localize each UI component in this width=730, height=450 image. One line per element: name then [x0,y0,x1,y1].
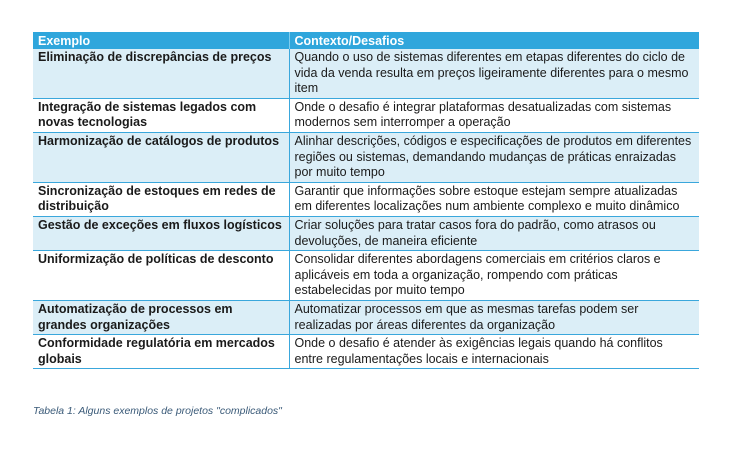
table-body [33,49,699,369]
context-cell: Automatizar processos em que as mesmas tarefas podem ser realizadas por áreas diferentes da organização [289,300,699,334]
examples-table-wrapper [33,32,699,369]
table-caption: Tabela 1: Alguns exemplos de projetos "complicados" [33,405,282,417]
header-example: Exemplo [33,32,289,49]
table-row [33,49,699,98]
table-row [33,335,699,369]
table-row [33,216,699,250]
context-cell: Garantir que informações sobre estoque estejam sempre atualizadas em diferentes localizações num ambiente complexo e muito dinâmico [289,182,699,216]
table-row [33,300,699,334]
example-cell: Harmonização de catálogos de produtos [33,132,289,182]
example-cell: Automatização de processos em grandes organizações [33,300,289,334]
example-cell: Integração de sistemas legados com novas tecnologias [33,98,289,132]
context-cell: Quando o uso de sistemas diferentes em etapas diferentes do ciclo de vida da venda resulta em preços ligeiramente diferentes para o mesmo item [289,49,699,98]
example-cell: Eliminação de discrepâncias de preços [33,49,289,98]
table-header-row [33,32,699,49]
example-cell: Uniformização de políticas de desconto [33,251,289,301]
context-cell: Onde o desafio é atender às exigências legais quando há conflitos entre regulamentações locais e internacionais [289,335,699,369]
header-context: Contexto/Desafios [289,32,699,49]
context-cell: Onde o desafio é integrar plataformas desatualizadas com sistemas modernos sem interromper a operação [289,98,699,132]
examples-table [33,32,699,369]
context-cell: Consolidar diferentes abordagens comerciais em critérios claros e aplicáveis em toda a organização, rompendo com práticas estabelecidas por muito tempo [289,251,699,301]
example-cell: Sincronização de estoques em redes de distribuição [33,182,289,216]
table-row [33,98,699,132]
example-cell: Gestão de exceções em fluxos logísticos [33,216,289,250]
context-cell: Alinhar descrições, códigos e especificações de produtos em diferentes regiões ou sistemas, demandando mudanças de práticas enraizadas por muito tempo [289,132,699,182]
context-cell: Criar soluções para tratar casos fora do padrão, como atrasos ou devoluções, de maneira eficiente [289,216,699,250]
table-row [33,182,699,216]
table-row [33,251,699,301]
example-cell: Conformidade regulatória em mercados globais [33,335,289,369]
table-row [33,132,699,182]
